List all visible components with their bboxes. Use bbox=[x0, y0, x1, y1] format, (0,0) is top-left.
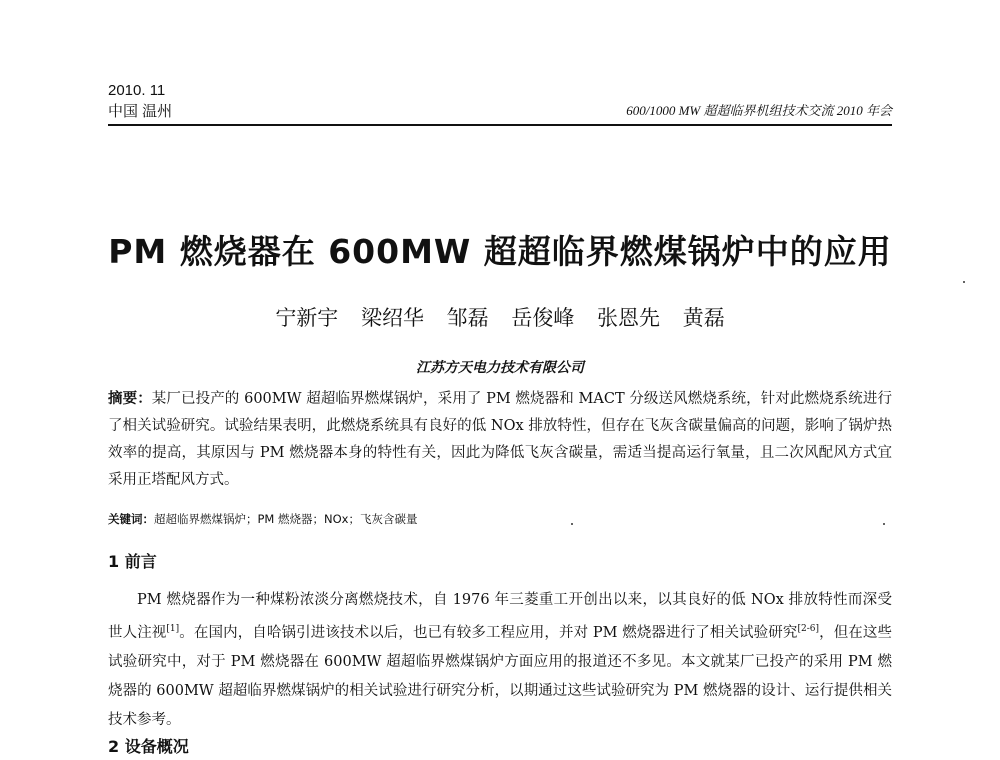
body-paragraph bbox=[108, 586, 892, 735]
paper-title: PM 燃烧器在 600MW 超超临界燃煤锅炉中的应用 bbox=[108, 232, 892, 271]
scan-speck bbox=[571, 523, 573, 525]
section-heading-equipment: 2 设备概况 bbox=[108, 737, 189, 756]
header-date: 2010. 11 bbox=[108, 82, 166, 99]
body-text-part-3: ，但在这些试验研究中，对于 PM 燃烧器在 600MW 超超临界燃煤锅炉方面应用的报道还不多见。本文就某厂已投产的采用 PM 燃烧器的 600MW 超超临界燃煤锅炉的相关试验进行研究分析，以期通过这些试验研究为 PM 燃烧器的设计、运行提供相关技术参考。 bbox=[108, 624, 893, 728]
header-location: 中国 温州 bbox=[108, 103, 173, 120]
citation-ref-2: [2-6] bbox=[797, 624, 819, 634]
section-heading-introduction: 1 前言 bbox=[108, 552, 157, 571]
header-divider bbox=[108, 124, 892, 126]
citation-ref-1: [1] bbox=[166, 624, 180, 634]
body-text-part-2: 。在国内，自哈锅引进该技术以后，也已有较多工程应用，并对 PM 燃烧器进行了相关试验研究 bbox=[179, 624, 798, 641]
paper-affiliation: 江苏方天电力技术有限公司 bbox=[416, 360, 584, 376]
keywords bbox=[108, 508, 892, 530]
paper-authors: 宁新宇 梁绍华 邹磊 岳俊峰 张恩先 黄磊 bbox=[275, 306, 725, 330]
abstract bbox=[108, 386, 892, 494]
header-left bbox=[108, 80, 172, 122]
scan-speck bbox=[963, 281, 965, 283]
keywords-text: 超超临界燃煤锅炉；PM 燃烧器；NOx；飞灰含碳量 bbox=[154, 512, 418, 526]
scan-speck bbox=[883, 523, 885, 525]
body-text-part-1: PM 燃烧器作为一种煤粉浓淡分离燃烧技术，自 1976 年三菱重工开创出以来，以其良好的低 NOx 排放特性而深受世人注视 bbox=[108, 592, 892, 641]
abstract-text: 某厂已投产的 600MW 超超临界燃煤锅炉，采用了 PM 燃烧器和 MACT 分级送风燃烧系统，针对此燃烧系统进行了相关试验研究。试验结果表明，此燃烧系统具有良好的低 NOx 排放特性，但存在飞灰含碳量偏高的问题，影响了锅炉热效率的提高，其原因与 PM 燃烧器本身的特性有关，因此为降低飞灰含碳量，需适当提高运行氧量，且二次风配风方式宜采用正塔配风方式。 bbox=[108, 391, 893, 488]
header-conference: 600/1000 MW 超超临界机组技术交流 2010 年会 bbox=[626, 103, 892, 118]
abstract-label: 摘要： bbox=[108, 391, 152, 407]
keywords-label: 关键词： bbox=[108, 512, 154, 526]
